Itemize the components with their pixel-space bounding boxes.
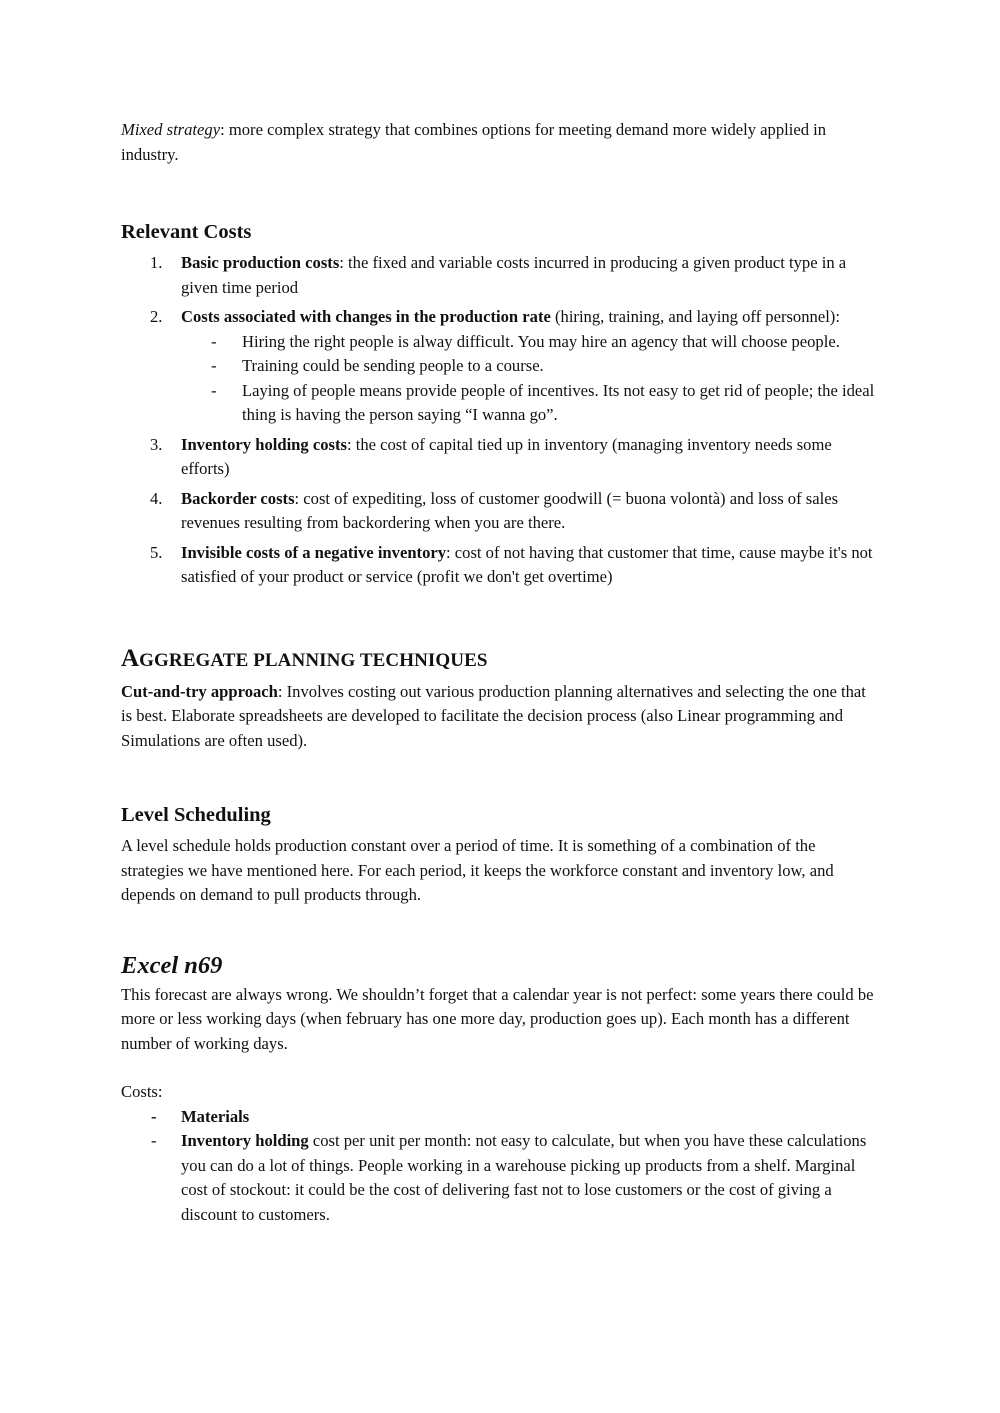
list-number: 4.: [150, 488, 163, 508]
sublist-item: [181, 379, 881, 428]
dash-bullet: -: [211, 356, 217, 375]
list-item-term: Materials: [181, 1106, 250, 1126]
list-item-term: Costs associated with changes in the production rate: [181, 307, 551, 326]
list-item-term: Backorder costs: [181, 488, 295, 508]
section-spacer: [121, 595, 881, 644]
list-item: [121, 541, 881, 590]
sublist-item-text: Training could be sending people to a course.: [242, 356, 544, 375]
relevant-costs-list: [121, 251, 881, 590]
list-item: [121, 1105, 881, 1130]
mixed-strategy-text: : more complex strategy that combines options for meeting demand more widely applied in industry.: [121, 120, 827, 164]
list-item-text: (hiring, training, and laying off personnel):: [550, 307, 840, 326]
list-item-text: cost per unit per month: not easy to calculate, but when you have these calculations you can do a lot of things. People working in a warehouse picking up products from a shelf. Marginal cost of stockout: it could be the cost of delivering fast not to lose customers or the cost of giving a discount to customers.: [181, 1131, 867, 1224]
list-item-term: Basic production costs: [181, 253, 340, 272]
list-number: 3.: [150, 434, 163, 454]
sublist-item: [181, 354, 881, 379]
mixed-strategy-paragraph: [121, 118, 881, 167]
excel-heading: Excel n69: [121, 951, 223, 979]
excel-costs-list: [121, 1105, 881, 1228]
aggregate-planning-heading: [121, 644, 881, 676]
dash-bullet: -: [211, 331, 217, 351]
cut-and-try-term: Cut-and-try approach: [121, 681, 278, 701]
sublist-item-text: Laying of people means provide people of incentives. Its not easy to get rid of people; the ideal thing is having the person saying “I wanna go”.: [242, 380, 875, 424]
level-scheduling-heading: Level Scheduling: [121, 804, 271, 826]
costs-label: Costs:: [121, 1082, 163, 1101]
document-page: [121, 118, 881, 1227]
list-number: 5.: [150, 542, 163, 562]
dash-bullet: -: [151, 1106, 157, 1126]
list-item-text: : cost of expediting, loss of customer goodwill (= buona volontà) and loss of sales revenues resulting from backordering when you are there.: [181, 488, 839, 532]
list-item-text: : the cost of capital tied up in inventory (managing inventory needs some efforts): [181, 434, 832, 478]
mixed-strategy-term: Mixed strategy: [121, 120, 221, 139]
sublist-item-text: Hiring the right people is alway difficult. You may hire an agency that will choose people.: [242, 331, 840, 351]
list-item-term: Inventory holding costs: [181, 434, 347, 454]
paragraph-spacer: [121, 1056, 881, 1080]
excel-paragraph: This forecast are always wrong. We shouldn’t forget that a calendar year is not perfect: some years there could be more or less working days (when february has one more day, production goes up). Each month has a different number of working days.: [121, 984, 874, 1053]
list-item: [121, 487, 881, 536]
list-item-term: Inventory holding: [181, 1131, 309, 1150]
section-spacer: [121, 908, 881, 951]
heading-initial: A: [121, 644, 140, 672]
dash-bullet: -: [151, 1131, 157, 1150]
list-item-text: : the fixed and variable costs incurred in producing a given product type in a given time period: [181, 253, 847, 297]
production-rate-sublist: [181, 330, 881, 428]
list-number: 2.: [150, 307, 163, 326]
sublist-item: [181, 330, 881, 355]
heading-rest: GGREGATE PLANNING TECHNIQUES: [139, 649, 488, 671]
list-item: [121, 433, 881, 482]
dash-bullet: -: [211, 380, 217, 400]
section-spacer: [121, 753, 881, 802]
list-number: 1.: [150, 253, 163, 272]
cut-and-try-paragraph: [121, 680, 881, 754]
level-scheduling-paragraph: A level schedule holds production constant over a period of time. It is something of a combination of the strategies we have mentioned here. For each period, it keeps the workforce constant and inventory low, and depends on demand to pull products through.: [121, 836, 834, 904]
cut-and-try-text: : Involves costing out various production planning alternatives and selecting the one that is best. Elaborate spreadsheets are developed to facilitate the decision process (also Linear programming and Simulations are often used).: [121, 681, 866, 750]
list-item: [121, 1129, 881, 1227]
list-item: [121, 305, 881, 428]
list-item-text: : cost of not having that customer that time, cause maybe it's not satisfied of your product or service (profit we don't get overtime): [181, 542, 873, 586]
list-item: [121, 251, 881, 300]
relevant-costs-heading: Relevant Costs: [121, 221, 252, 243]
list-item-term: Invisible costs of a negative inventory: [181, 542, 447, 562]
